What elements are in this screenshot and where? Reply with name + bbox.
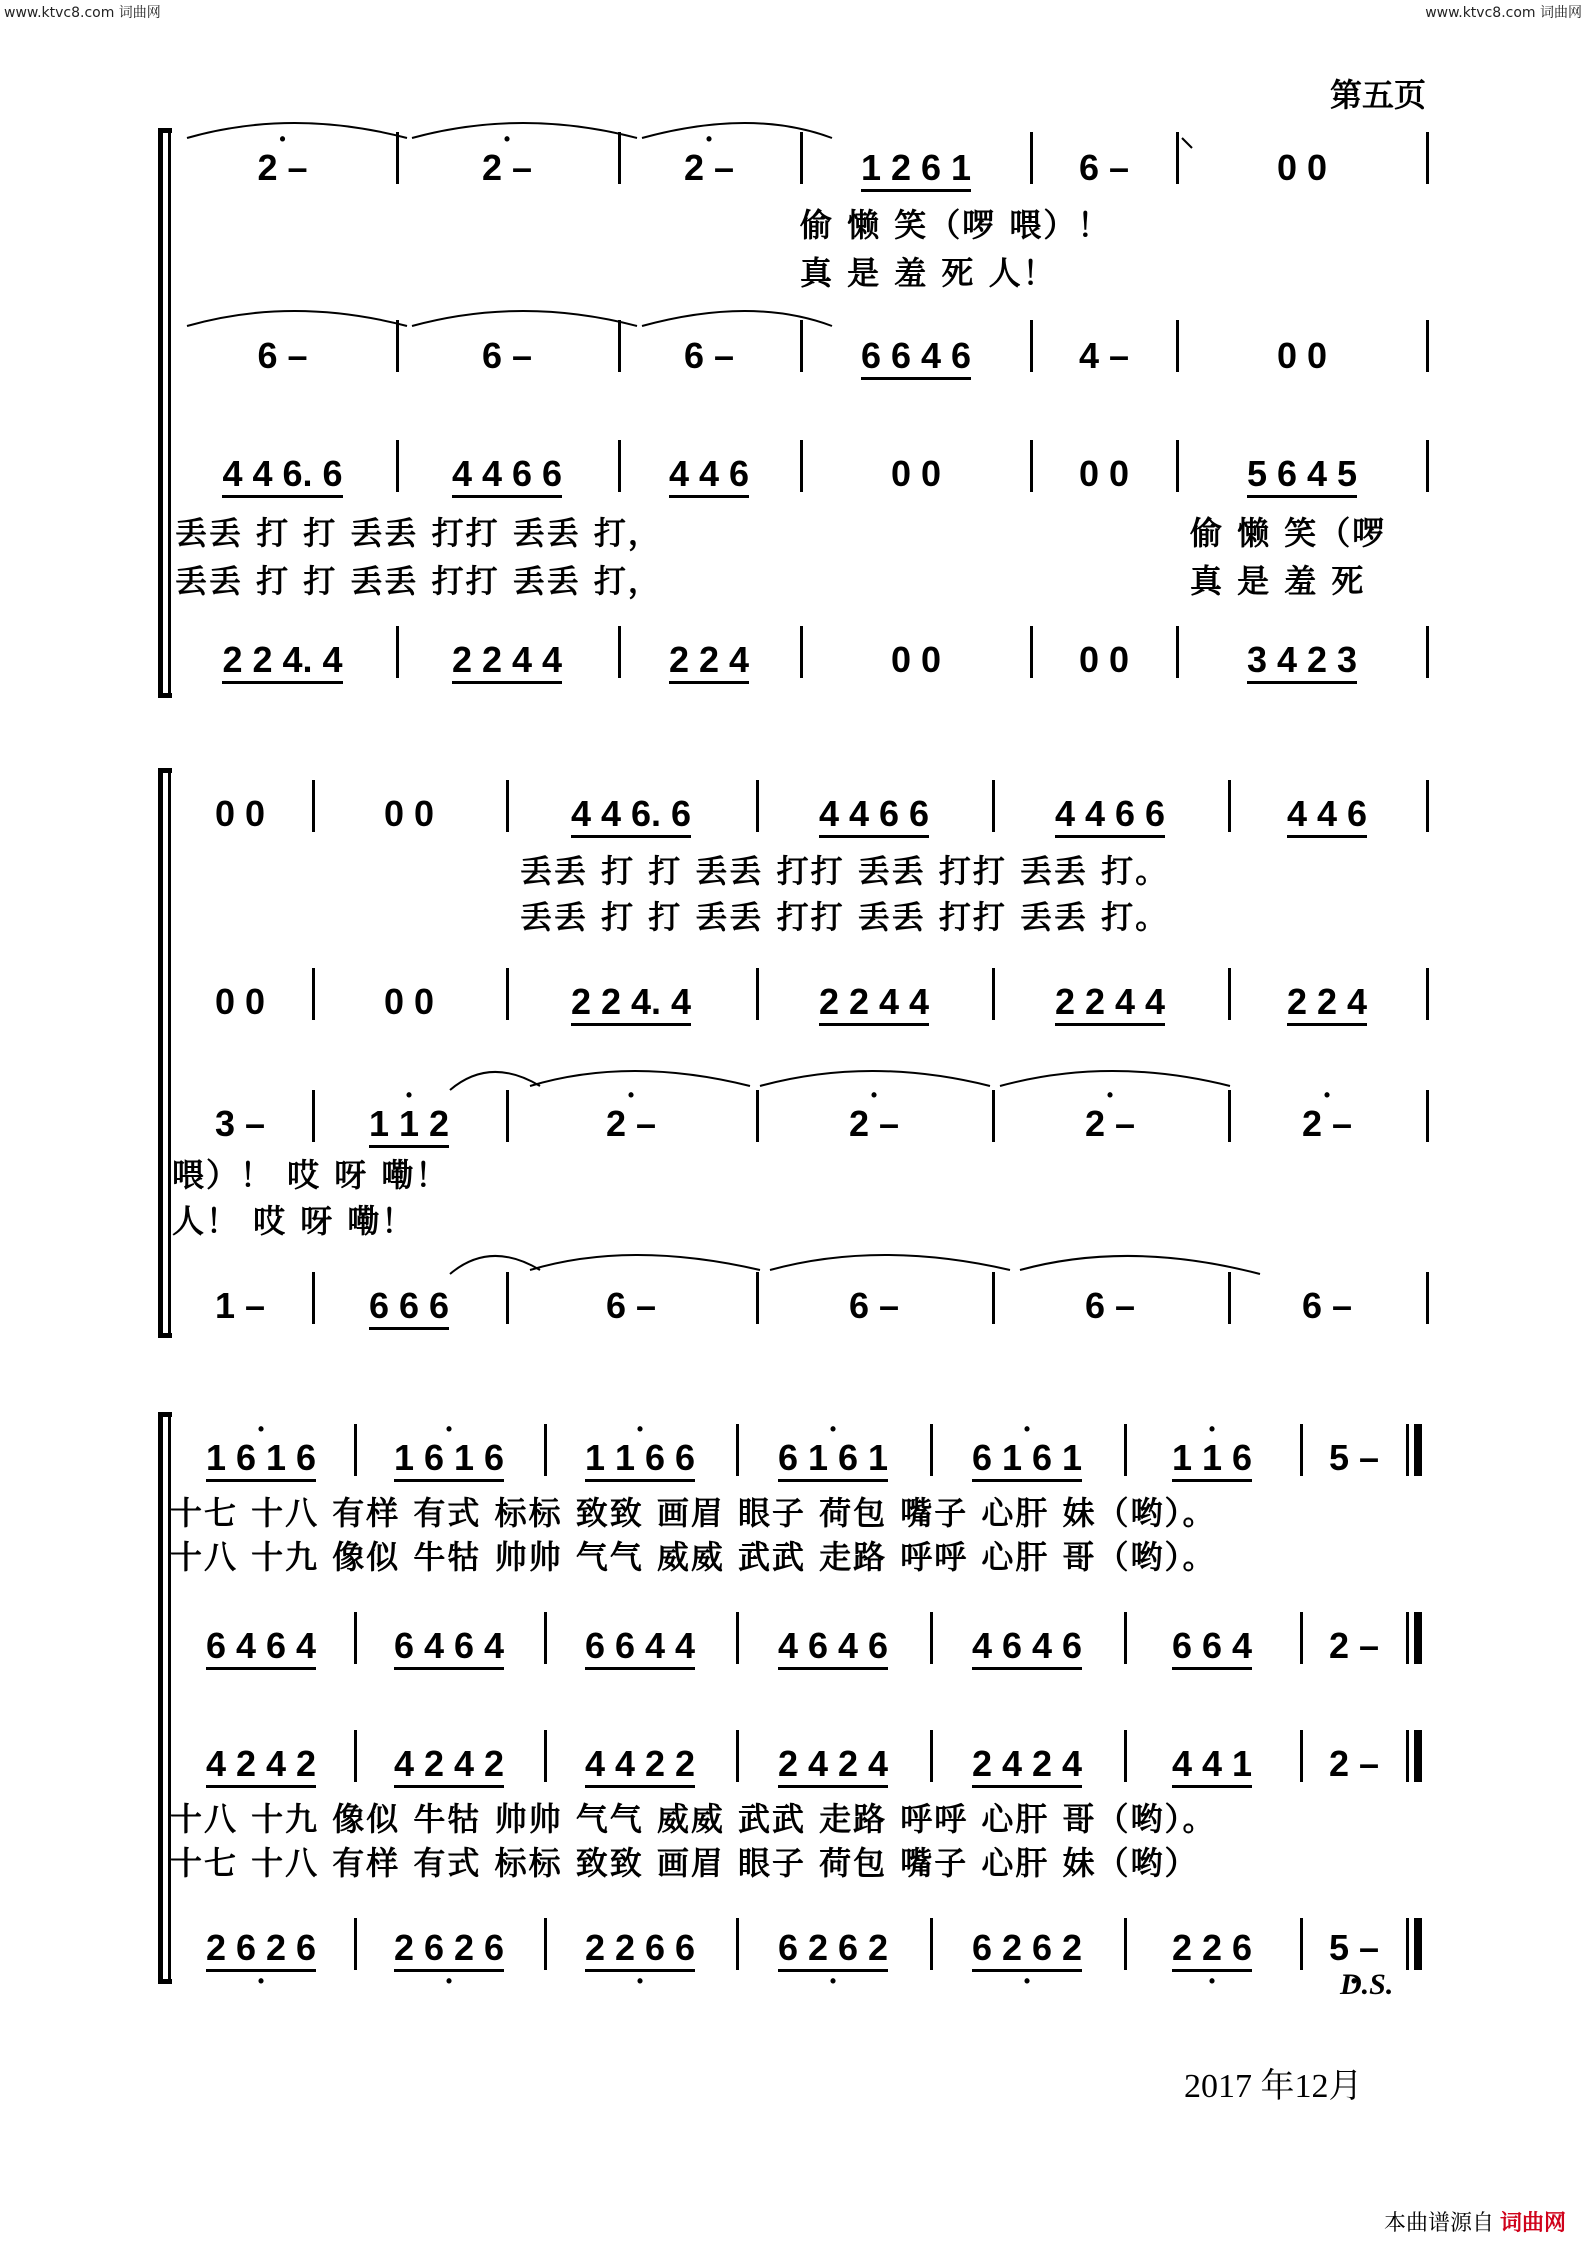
notes: • 6 2 6 2	[776, 1930, 890, 1966]
barline	[1228, 1272, 1231, 1324]
end-repeat-barline	[1406, 1612, 1409, 1664]
measure	[512, 793, 750, 834]
slur-mark	[182, 108, 962, 148]
barline	[1124, 1612, 1127, 1664]
barline	[1300, 1424, 1303, 1476]
site-watermark-left: www.ktvc8.com 词曲网	[4, 5, 161, 21]
notes: • 2 6 2 6	[204, 1930, 318, 1966]
barline	[1228, 780, 1231, 832]
measure	[1306, 1625, 1402, 1666]
barline	[1176, 626, 1179, 678]
barline	[354, 1612, 357, 1664]
barline	[1300, 1612, 1303, 1664]
notes: 6 6 6	[368, 1285, 450, 1326]
barline	[1124, 1424, 1127, 1476]
barline	[1124, 1730, 1127, 1782]
notes: 2 4 2 4	[971, 1743, 1083, 1784]
notes: 0 0	[890, 453, 942, 494]
measure	[402, 335, 612, 376]
notes: • 2 6 2 6	[392, 1930, 506, 1966]
measure	[1234, 1103, 1420, 1144]
barline	[992, 1272, 995, 1324]
notes: 2 2 4. 4	[570, 981, 692, 1022]
barline	[756, 780, 759, 832]
lyric-line: 偷 懒 笑（啰	[1190, 514, 1387, 552]
measure	[762, 793, 986, 834]
notes: 2 2 4	[1286, 981, 1368, 1022]
barline	[396, 440, 399, 492]
source-credit	[1384, 2206, 1566, 2237]
lyric-line: 十七 十八 有样 有式 标标 致致 画眉 眼子 荷包 嘴子 心肝 妹（哟）。	[170, 1494, 1217, 1532]
lyric-line: 人！ 哎 呀 嘞！	[172, 1202, 416, 1240]
notes: 6 –	[1084, 1285, 1136, 1326]
lyric-line: 丢丢 打 打 丢丢 打打 丢丢 打打 丢丢 打。	[520, 898, 1170, 936]
lyric-line: 十八 十九 像似 牛牯 帅帅 气气 威威 武武 走路 呼呼 心肝 哥（哟）。	[170, 1538, 1217, 1576]
end-repeat-barline	[1406, 1918, 1409, 1970]
barline	[312, 780, 315, 832]
notes: 0 0	[1276, 147, 1328, 188]
measure	[318, 793, 500, 834]
measure	[1130, 1437, 1294, 1478]
measure	[1130, 1927, 1294, 1968]
measure	[512, 1103, 750, 1144]
measure	[175, 1285, 305, 1326]
barline	[506, 968, 509, 1020]
measure	[550, 1927, 730, 1968]
measure	[806, 453, 1026, 494]
barline	[506, 1272, 509, 1324]
barline	[312, 968, 315, 1020]
barline	[756, 1272, 759, 1324]
dal-segno-mark: D.S.	[1340, 1968, 1394, 2001]
barline	[736, 1730, 739, 1782]
lyric-line: 真 是 羞 死	[1190, 562, 1366, 600]
notes: 6 –	[1078, 147, 1130, 188]
notes: • 6 2 6 2	[970, 1930, 1084, 1966]
notes: • 2 –	[255, 150, 309, 186]
barline	[736, 1612, 739, 1664]
slur-mark	[450, 1240, 1310, 1280]
measure	[936, 1743, 1118, 1784]
barline	[930, 1424, 933, 1476]
measure	[550, 1437, 730, 1478]
measure	[936, 1927, 1118, 1968]
lyric-line: 喂）！ 哎 呀 嘞！	[172, 1156, 450, 1194]
system-line	[168, 128, 171, 698]
barline	[1228, 968, 1231, 1020]
notes: 4 –	[1078, 335, 1130, 376]
end-repeat-barline	[1414, 1424, 1422, 1476]
notes: 6 6 4	[1171, 1625, 1253, 1666]
barline	[312, 1090, 315, 1142]
notes: • 2 –	[682, 150, 736, 186]
measure	[360, 1927, 538, 1968]
source-label: 本曲谱源自	[1383, 2211, 1494, 2236]
barline	[756, 1090, 759, 1142]
notes: 6 6 4 4	[584, 1625, 696, 1666]
measure	[318, 1285, 500, 1326]
barline	[618, 626, 621, 678]
barline	[1176, 320, 1179, 372]
measure	[742, 1437, 924, 1478]
measure	[1234, 981, 1420, 1022]
end-repeat-barline	[1414, 1612, 1422, 1664]
measure	[175, 639, 390, 680]
measure	[360, 1743, 538, 1784]
measure	[360, 1625, 538, 1666]
barline	[1426, 320, 1429, 372]
notes: 6 –	[257, 335, 308, 376]
barline	[1030, 626, 1033, 678]
notes: • 2 2 6	[1170, 1930, 1254, 1966]
notes: 4 4 6 6	[451, 453, 563, 494]
measure	[1182, 147, 1422, 188]
notes: 3 4 2 3	[1246, 639, 1358, 680]
notes: 4 6 4 6	[777, 1625, 889, 1666]
barline	[1426, 626, 1429, 678]
barline	[736, 1424, 739, 1476]
notes: 6 4 6 4	[205, 1625, 317, 1666]
notes: 4 4 6 6	[818, 793, 930, 834]
measure	[402, 453, 612, 494]
measure	[175, 793, 305, 834]
barline	[354, 1424, 357, 1476]
barline	[800, 626, 803, 678]
measure	[624, 639, 794, 680]
measure	[1306, 1437, 1402, 1478]
notes: 4 4 6 6	[1054, 793, 1166, 834]
notes: • 2 –	[1083, 1106, 1137, 1142]
notes: 6 6 4 6	[860, 335, 972, 376]
barline	[992, 1090, 995, 1142]
notes: 2 2 4. 4	[222, 639, 343, 680]
measure	[998, 1285, 1222, 1326]
notes: 1 –	[214, 1285, 266, 1326]
barline	[618, 132, 621, 184]
lyric-line: 丢丢 打 打 丢丢 打打 丢丢 打，	[175, 562, 662, 600]
site-watermark-right: www.ktvc8.com 词曲网	[1425, 5, 1582, 21]
measure	[1182, 453, 1422, 494]
barline	[1030, 132, 1033, 184]
notes: • 1 1 2	[367, 1106, 451, 1142]
measure	[742, 1625, 924, 1666]
barline	[930, 1730, 933, 1782]
notes: • 6 1 6 1	[776, 1440, 890, 1476]
measure	[806, 335, 1026, 376]
measure	[402, 639, 612, 680]
notes: • 2 –	[480, 150, 534, 186]
end-repeat-barline	[1406, 1424, 1409, 1476]
measure	[1234, 793, 1420, 834]
measure	[742, 1743, 924, 1784]
barline	[544, 1918, 547, 1970]
measure	[1036, 639, 1172, 680]
barline	[1426, 968, 1429, 1020]
barline	[1426, 1272, 1429, 1324]
measure	[998, 793, 1222, 834]
lyric-line: 偷 懒 笑（啰 喂）！	[800, 206, 1112, 244]
barline	[544, 1424, 547, 1476]
barline	[1426, 780, 1429, 832]
notes: 6 4 6 4	[393, 1625, 505, 1666]
barline	[1124, 1918, 1127, 1970]
notes: 6 –	[848, 1285, 900, 1326]
notes: 4 4 1	[1171, 1743, 1253, 1784]
notes: • 2 –	[1300, 1106, 1354, 1142]
lyric-line: 真 是 羞 死 人！	[800, 254, 1057, 292]
notes: • 2 –	[604, 1106, 658, 1142]
barline	[1426, 1090, 1429, 1142]
notes: 0 0	[1276, 335, 1328, 376]
measure	[175, 1437, 347, 1478]
notes: 2 2 4 4	[818, 981, 930, 1022]
barline	[1176, 132, 1179, 184]
measure	[550, 1743, 730, 1784]
barline	[992, 780, 995, 832]
barline	[1228, 1090, 1231, 1142]
measure	[318, 1103, 500, 1144]
notes: 5 6 4 5	[1246, 453, 1358, 494]
measure	[318, 981, 500, 1022]
measure	[1182, 639, 1422, 680]
notes: • 1 6 1 6	[204, 1440, 318, 1476]
measure	[1306, 1927, 1402, 1968]
source-brand-link[interactable]: 词曲网	[1499, 2211, 1566, 2236]
barline	[506, 1090, 509, 1142]
lyric-line: 丢丢 打 打 丢丢 打打 丢丢 打打 丢丢 打。	[520, 852, 1170, 890]
measure	[806, 147, 1026, 188]
notes: 4 4 6	[1286, 793, 1368, 834]
measure	[742, 1927, 924, 1968]
barline	[800, 320, 803, 372]
notes: 0 0	[214, 981, 266, 1022]
measure	[1130, 1743, 1294, 1784]
notes: 4 4 6. 6	[570, 793, 692, 834]
measure	[624, 147, 794, 188]
measure	[998, 981, 1222, 1022]
notes: 6 –	[683, 335, 735, 376]
end-repeat-barline	[1406, 1730, 1409, 1782]
notes: 4 4 2 2	[584, 1743, 696, 1784]
measure	[175, 453, 390, 494]
measure	[762, 1103, 986, 1144]
notes: • 1 6 1 6	[392, 1440, 506, 1476]
notes: 1 2 6 1	[860, 147, 972, 188]
barline	[800, 440, 803, 492]
measure	[936, 1625, 1118, 1666]
composition-date: 2017 年12月	[1184, 2068, 1363, 2105]
measure	[512, 1285, 750, 1326]
notes: 0 0	[1078, 639, 1130, 680]
notes: 3 –	[214, 1103, 266, 1144]
barline	[396, 320, 399, 372]
barline	[618, 440, 621, 492]
lyric-line: 丢丢 打 打 丢丢 打打 丢丢 打，	[175, 514, 662, 552]
measure	[1036, 335, 1172, 376]
barline	[800, 132, 803, 184]
notes: 5 –	[1328, 1437, 1380, 1478]
notes: 6 –	[605, 1285, 657, 1326]
measure	[175, 1743, 347, 1784]
barline	[1176, 440, 1179, 492]
barline	[756, 968, 759, 1020]
barline	[930, 1918, 933, 1970]
measure	[175, 335, 390, 376]
barline	[1426, 132, 1429, 184]
slur-mark	[182, 296, 962, 336]
barline	[396, 132, 399, 184]
notes: 6 –	[1301, 1285, 1353, 1326]
measure	[1130, 1625, 1294, 1666]
barline	[354, 1730, 357, 1782]
measure	[360, 1437, 538, 1478]
notes: 2 –	[1328, 1743, 1380, 1784]
notes: 4 2 4 2	[205, 1743, 317, 1784]
lyric-line: 十七 十八 有样 有式 标标 致致 画眉 眼子 荷包 嘴子 心肝 妹（哟）	[170, 1844, 1199, 1882]
notes: 0 0	[383, 793, 435, 834]
notes: • 1 1 6	[1170, 1440, 1254, 1476]
notes: • 6 1 6 1	[970, 1440, 1084, 1476]
barline	[1300, 1918, 1303, 1970]
measure	[1036, 147, 1172, 188]
barline	[1030, 440, 1033, 492]
measure	[550, 1625, 730, 1666]
measure	[1036, 453, 1172, 494]
notes: 4 6 4 6	[971, 1625, 1083, 1666]
notes: 2 2 4	[668, 639, 750, 680]
notes: 4 4 6. 6	[222, 453, 343, 494]
barline	[506, 780, 509, 832]
notes: 0 0	[383, 981, 435, 1022]
measure	[1234, 1285, 1420, 1326]
barline	[618, 320, 621, 372]
notes: 4 2 4 2	[393, 1743, 505, 1784]
slur-mark	[450, 1056, 1270, 1096]
notes: 2 2 4 4	[1054, 981, 1166, 1022]
notes: 4 4 6	[668, 453, 750, 494]
measure	[175, 1625, 347, 1666]
measure	[175, 1927, 347, 1968]
measure	[512, 981, 750, 1022]
measure	[175, 981, 305, 1022]
end-repeat-barline	[1414, 1730, 1422, 1782]
notes: • 2 –	[847, 1106, 901, 1142]
notes: 2 4 2 4	[777, 1743, 889, 1784]
notes: 6 –	[481, 335, 533, 376]
measure	[806, 639, 1026, 680]
barline	[736, 1918, 739, 1970]
barline	[544, 1730, 547, 1782]
notes: • 2 2 6 6	[583, 1930, 697, 1966]
measure	[624, 453, 794, 494]
measure	[936, 1437, 1118, 1478]
page-number: 第五页	[1330, 76, 1427, 114]
measure	[998, 1103, 1222, 1144]
barline	[312, 1272, 315, 1324]
end-repeat-barline	[1414, 1918, 1422, 1970]
measure	[175, 147, 390, 188]
measure	[402, 147, 612, 188]
barline	[544, 1612, 547, 1664]
notes: • 5 –	[1327, 1930, 1381, 1966]
barline	[1426, 440, 1429, 492]
measure	[1306, 1743, 1402, 1784]
measure	[1182, 335, 1422, 376]
notes: • 1 1 6 6	[583, 1440, 697, 1476]
lyric-line: 十八 十九 像似 牛牯 帅帅 气气 威威 武武 走路 呼呼 心肝 哥（哟）。	[170, 1800, 1217, 1838]
notes: 2 –	[1328, 1625, 1380, 1666]
measure	[175, 1103, 305, 1144]
barline	[354, 1918, 357, 1970]
barline	[992, 968, 995, 1020]
measure	[624, 335, 794, 376]
barline	[930, 1612, 933, 1664]
measure	[762, 981, 986, 1022]
notes: 0 0	[890, 639, 942, 680]
notes: 0 0	[214, 793, 266, 834]
barline	[1300, 1730, 1303, 1782]
system-line	[168, 768, 171, 1338]
barline	[396, 626, 399, 678]
barline	[1030, 320, 1033, 372]
notes: 2 2 4 4	[451, 639, 563, 680]
notes: 0 0	[1078, 453, 1130, 494]
measure	[762, 1285, 986, 1326]
